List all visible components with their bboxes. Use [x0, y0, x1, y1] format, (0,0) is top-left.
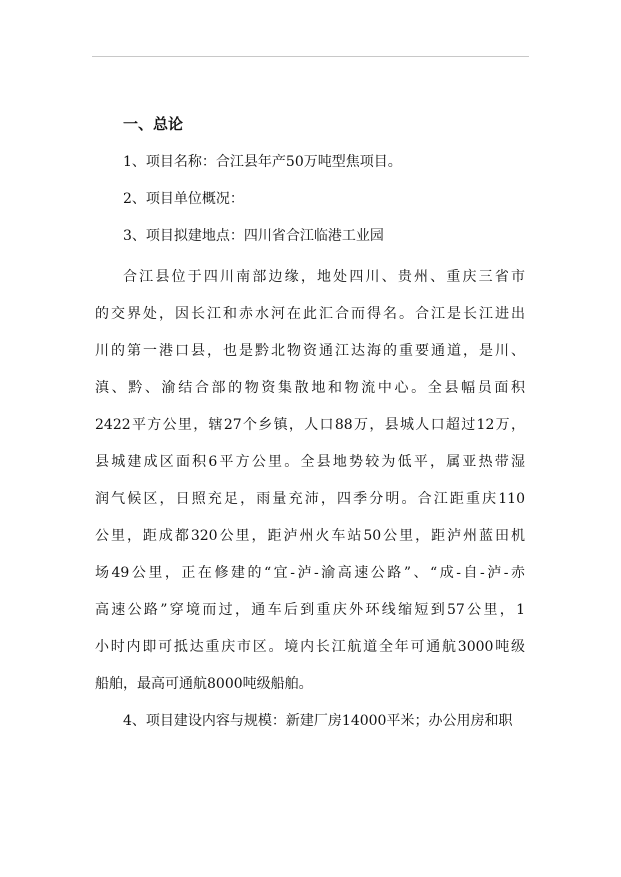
paragraph-line: 高速公路”穿境而过，通车后到重庆外环线缩短到57公里，1	[95, 602, 525, 618]
paragraph-line: 川的第一港口县，也是黔北物资通江达海的重要通道，是川、	[95, 343, 525, 359]
item-project-unit: 2、项目单位概况：	[123, 191, 244, 207]
section-heading: 一、总论	[123, 115, 184, 133]
paragraph-line: 船舶，最高可通航8000吨级船舶。	[95, 676, 313, 692]
paragraph-line: 2422平方公里，辖27个乡镇，人口88万，县城人口超过12万，	[95, 417, 525, 433]
paragraph-line: 合江县位于四川南部边缘，地处四川、贵州、重庆三省市	[123, 269, 525, 285]
item-project-name: 1、项目名称：合江县年产50万吨型焦项目。	[123, 154, 402, 170]
paragraph-line: 县城建成区面积6平方公里。全县地势较为低平，属亚热带湿	[95, 454, 525, 470]
paragraph-line: 公里，距成都320公里，距泸州火车站50公里，距泸州蓝田机	[95, 528, 525, 544]
item-project-location: 3、项目拟建地点：四川省合江临港工业园	[123, 228, 384, 244]
paragraph-line: 小时内即可抵达重庆市区。境内长江航道全年可通航3000吨级	[95, 639, 525, 655]
paragraph-line: 场49公里，正在修建的“宜-泸-渝高速公路”、“成-自-泸-赤	[95, 565, 525, 581]
item-project-scope: 4、项目建设内容与规模：新建厂房14000平米；办公用房和职	[123, 713, 513, 729]
paragraph-line: 滇、黔、渝结合部的物资集散地和物流中心。全县幅员面积	[95, 380, 525, 396]
overview-paragraph	[95, 259, 525, 703]
paragraph-line: 润气候区，日照充足，雨量充沛，四季分明。合江距重庆110	[95, 491, 525, 507]
document-body	[95, 104, 525, 740]
paragraph-line: 的交界处，因长江和赤水河在此汇合而得名。合江是长江进出	[95, 306, 525, 322]
header-rule	[92, 56, 529, 57]
